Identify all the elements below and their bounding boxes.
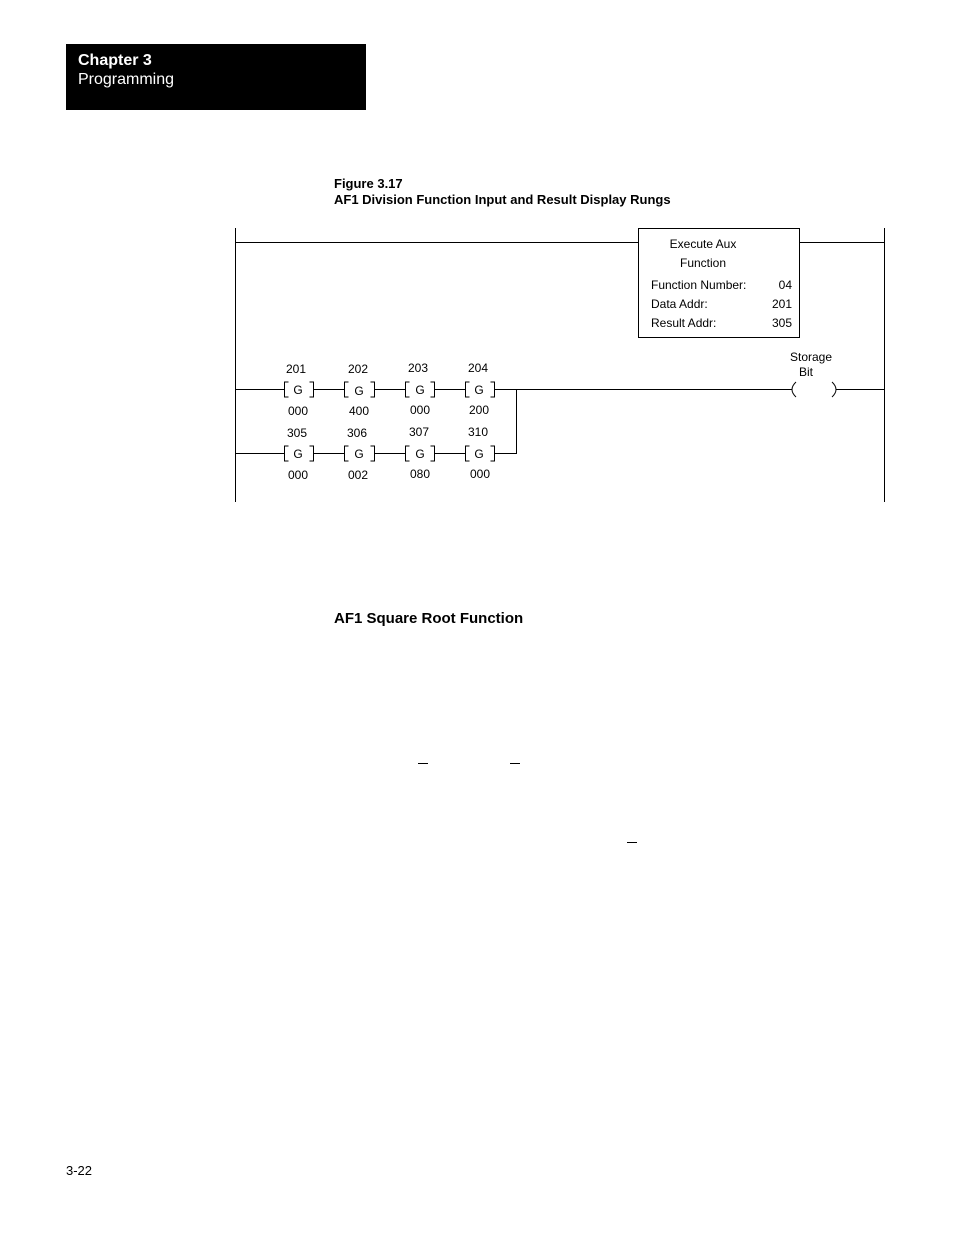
contact-address: 310 [467, 425, 489, 439]
rung1-contact [406, 361, 435, 417]
contact-value: 400 [348, 404, 370, 418]
contact-address: 204 [467, 361, 489, 375]
figure-number: Figure 3.17 [334, 176, 403, 191]
contact-letter: G [415, 447, 425, 461]
contact-value: 080 [409, 467, 431, 481]
block-title-line2: Function [679, 256, 727, 270]
contact-address: 306 [346, 426, 368, 440]
contact-letter: G [474, 383, 484, 397]
block-row-label: Data Addr: [651, 297, 708, 311]
contact-value: 000 [409, 403, 431, 417]
rung1-contact [345, 362, 375, 418]
block-row-value: 04 [778, 278, 792, 292]
contact-letter: G [293, 383, 303, 397]
block-title-line1: Execute Aux [669, 237, 737, 251]
rung1-contact [285, 362, 314, 418]
dash-mark [627, 842, 637, 843]
page-number: 3-22 [66, 1163, 93, 1178]
contact-address: 305 [286, 426, 308, 440]
rung2-contact [345, 426, 375, 482]
block-row-label: Function Number: [651, 278, 747, 292]
chapter-label: Chapter 3 [78, 52, 152, 69]
coil-symbol-left [792, 382, 796, 397]
contact-address: 203 [407, 361, 429, 375]
rung2-contact [285, 426, 314, 482]
contact-letter: G [354, 384, 364, 398]
rung2-contact [406, 425, 435, 481]
contact-value: 000 [287, 468, 309, 482]
block-row-value: 201 [771, 297, 792, 311]
contact-value: 000 [469, 467, 491, 481]
contact-value: 000 [287, 404, 309, 418]
contact-letter: G [354, 447, 364, 461]
coil-label-line1: Storage [789, 350, 833, 364]
ladder-diagram [0, 0, 954, 520]
contact-letter: G [293, 447, 303, 461]
figure-title: AF1 Division Function Input and Result Display Rungs [334, 192, 671, 207]
dash-mark [510, 763, 520, 764]
rung1-contact [466, 361, 495, 417]
section-label: Programming [78, 71, 175, 88]
contact-address: 201 [285, 362, 307, 376]
contact-letter: G [415, 383, 425, 397]
rung2-contact [466, 425, 495, 481]
contact-address: 307 [408, 425, 430, 439]
contact-value: 200 [468, 403, 490, 417]
block-row-label: Result Addr: [651, 316, 717, 330]
block-row-value: 305 [771, 316, 792, 330]
coil-label-line2: Bit [798, 365, 814, 379]
section-heading: AF1 Square Root Function [334, 610, 524, 627]
dash-mark [418, 763, 428, 764]
storage-bit-coil [790, 350, 836, 397]
coil-symbol-right [832, 382, 836, 397]
contact-value: 002 [347, 468, 369, 482]
contact-letter: G [474, 447, 484, 461]
contact-address: 202 [347, 362, 369, 376]
